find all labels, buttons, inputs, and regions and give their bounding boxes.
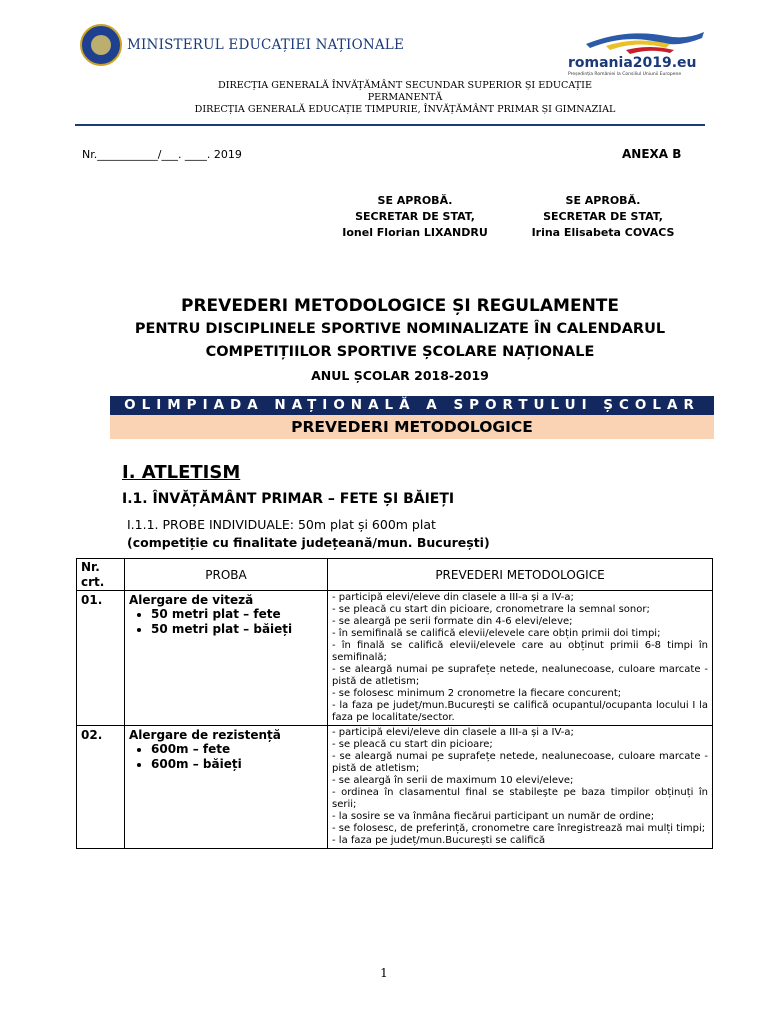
rule-line: - la faza pe județ/mun.București se califică — [332, 835, 546, 846]
methodology-band: PREVEDERI METODOLOGICE — [110, 415, 714, 439]
approval-1-name: Ionel Florian LIXANDRU — [342, 226, 488, 239]
rule-line: - în finală se califică elevii/elevele care au obținut primii 6-8 timpi în semifinală; — [332, 640, 708, 663]
event-name: Alergare de rezistență — [129, 728, 281, 742]
list-item: • 600m – fete — [151, 742, 323, 757]
rule-line: - se aleargă în serii de maximum 10 elevi/eleve; — [332, 775, 574, 786]
event-list — [129, 607, 323, 637]
annex-label: ANEXA B — [622, 147, 682, 161]
table-row — [77, 726, 713, 849]
header-divider — [75, 124, 705, 126]
page-number: 1 — [380, 966, 388, 980]
approval-2-line-2: SECRETAR DE STAT, — [543, 210, 663, 223]
school-year: ANUL ȘCOLAR 2018-2019 — [311, 368, 489, 383]
rule-line: - ordinea în clasamentul final se stabilește pe baza timpilor obținuți în serii; — [332, 787, 708, 810]
doc-subtitle-1: PENTRU DISCIPLINELE SPORTIVE NOMINALIZATE ÎN CALENDARUL — [134, 321, 666, 337]
direction-line-2: PERMANENTĂ — [367, 92, 443, 103]
rules-cell — [328, 591, 713, 726]
ministry-name: MINISTERUL EDUCAȚIEI NAȚIONALE — [127, 37, 405, 53]
logo-text: romania2019.eu — [568, 55, 697, 71]
rule-line: - participă elevi/eleve din clasele a III-a și a IV-a; — [332, 727, 574, 738]
rule-line: - se aleargă numai pe suprafețe netede, nealunecoase, culoare marcate - pistă de atletism; — [332, 751, 708, 774]
ministry-seal-icon — [80, 24, 122, 66]
header-proba: PROBA — [125, 559, 328, 591]
olympiad-band: OLIMPIADA NAȚIONALĂ A SPORTULUI ȘCOLAR — [110, 396, 714, 415]
rule-line: - participă elevi/eleve din clasele a III-a și a IV-a; — [332, 592, 574, 603]
subsection-heading: I.1. ÎNVĂȚĂMÂNT PRIMAR – FETE ȘI BĂIEȚI — [122, 491, 455, 507]
approval-block-2 — [518, 193, 688, 241]
rule-line: - se pleacă cu start din picioare; — [332, 739, 493, 750]
list-item: • 600m – băieți — [151, 757, 323, 772]
rule-line: - se pleacă cu start din picioare, cronometrare la semnal sonor; — [332, 604, 650, 615]
event-cell — [125, 726, 328, 849]
list-item: • 50 metri plat – băieți — [151, 622, 323, 637]
row-number: 01. — [77, 591, 125, 726]
rule-line: - se aleargă numai pe suprafețe netede, nealunecoase, culoare marcate - pistă de atletism; — [332, 664, 708, 687]
approval-2-line-1: SE APROBĂ. — [565, 194, 641, 207]
registration-number: Nr.___________/___. ____. 2019 — [82, 148, 242, 161]
header-prev: PREVEDERI METODOLOGICE — [328, 559, 713, 591]
approval-1-line-2: SECRETAR DE STAT, — [355, 210, 475, 223]
events-heading: I.1.1. PROBE INDIVIDUALE: 50m plat și 600m plat — [127, 517, 436, 532]
doc-title: PREVEDERI METODOLOGICE ȘI REGULAMENTE — [181, 296, 619, 316]
approval-2-name: Irina Elisabeta COVACS — [531, 226, 675, 239]
rule-line: - la faza pe județ/mun.București se califică ocupantul/ocupanta locului I la faza pe localitate/sector. — [332, 700, 708, 723]
section-heading: I. ATLETISM — [122, 462, 241, 483]
approval-block-1 — [330, 193, 500, 241]
event-name: Alergare de viteză — [129, 593, 254, 607]
direction-line-3: DIRECȚIA GENERALĂ EDUCAȚIE TIMPURIE, ÎNVĂȚĂMÂNT PRIMAR ȘI GIMNAZIAL — [194, 104, 616, 115]
rule-line: - în semifinală se califică elevii/elevele care obțin primii doi timpi; — [332, 628, 661, 639]
logo-subtitle: Președinția României la Consiliul Uniunii Europene — [568, 72, 682, 77]
list-item: • 50 metri plat – fete — [151, 607, 323, 622]
approval-1-line-1: SE APROBĂ. — [377, 194, 453, 207]
rule-line: - la sosire se va înmâna fiecărui participant un număr de ordine; — [332, 811, 655, 822]
events-table — [76, 558, 713, 849]
header-nr: Nr. crt. — [77, 559, 125, 591]
rule-line: - se folosesc minimum 2 cronometre la fiecare concurent; — [332, 688, 622, 699]
rule-line: - se folosesc, de preferință, cronometre care înregistrează mai mulți timpi; — [332, 823, 706, 834]
competition-note: (competiție cu finalitate județeană/mun. București) — [127, 535, 490, 550]
event-list — [129, 742, 323, 772]
rules-cell — [328, 726, 713, 849]
table-header-row — [77, 559, 713, 591]
direction-line-1: DIRECȚIA GENERALĂ ÎNVĂȚĂMÂNT SECUNDAR SUPERIOR ȘI EDUCAȚIE — [218, 80, 592, 91]
doc-subtitle-2: COMPETIȚIILOR SPORTIVE ȘCOLARE NAȚIONALE — [205, 344, 595, 360]
table-row — [77, 591, 713, 726]
event-cell — [125, 591, 328, 726]
row-number: 02. — [77, 726, 125, 849]
rule-line: - se aleargă pe serii formate din 4-6 elevi/eleve; — [332, 616, 573, 627]
